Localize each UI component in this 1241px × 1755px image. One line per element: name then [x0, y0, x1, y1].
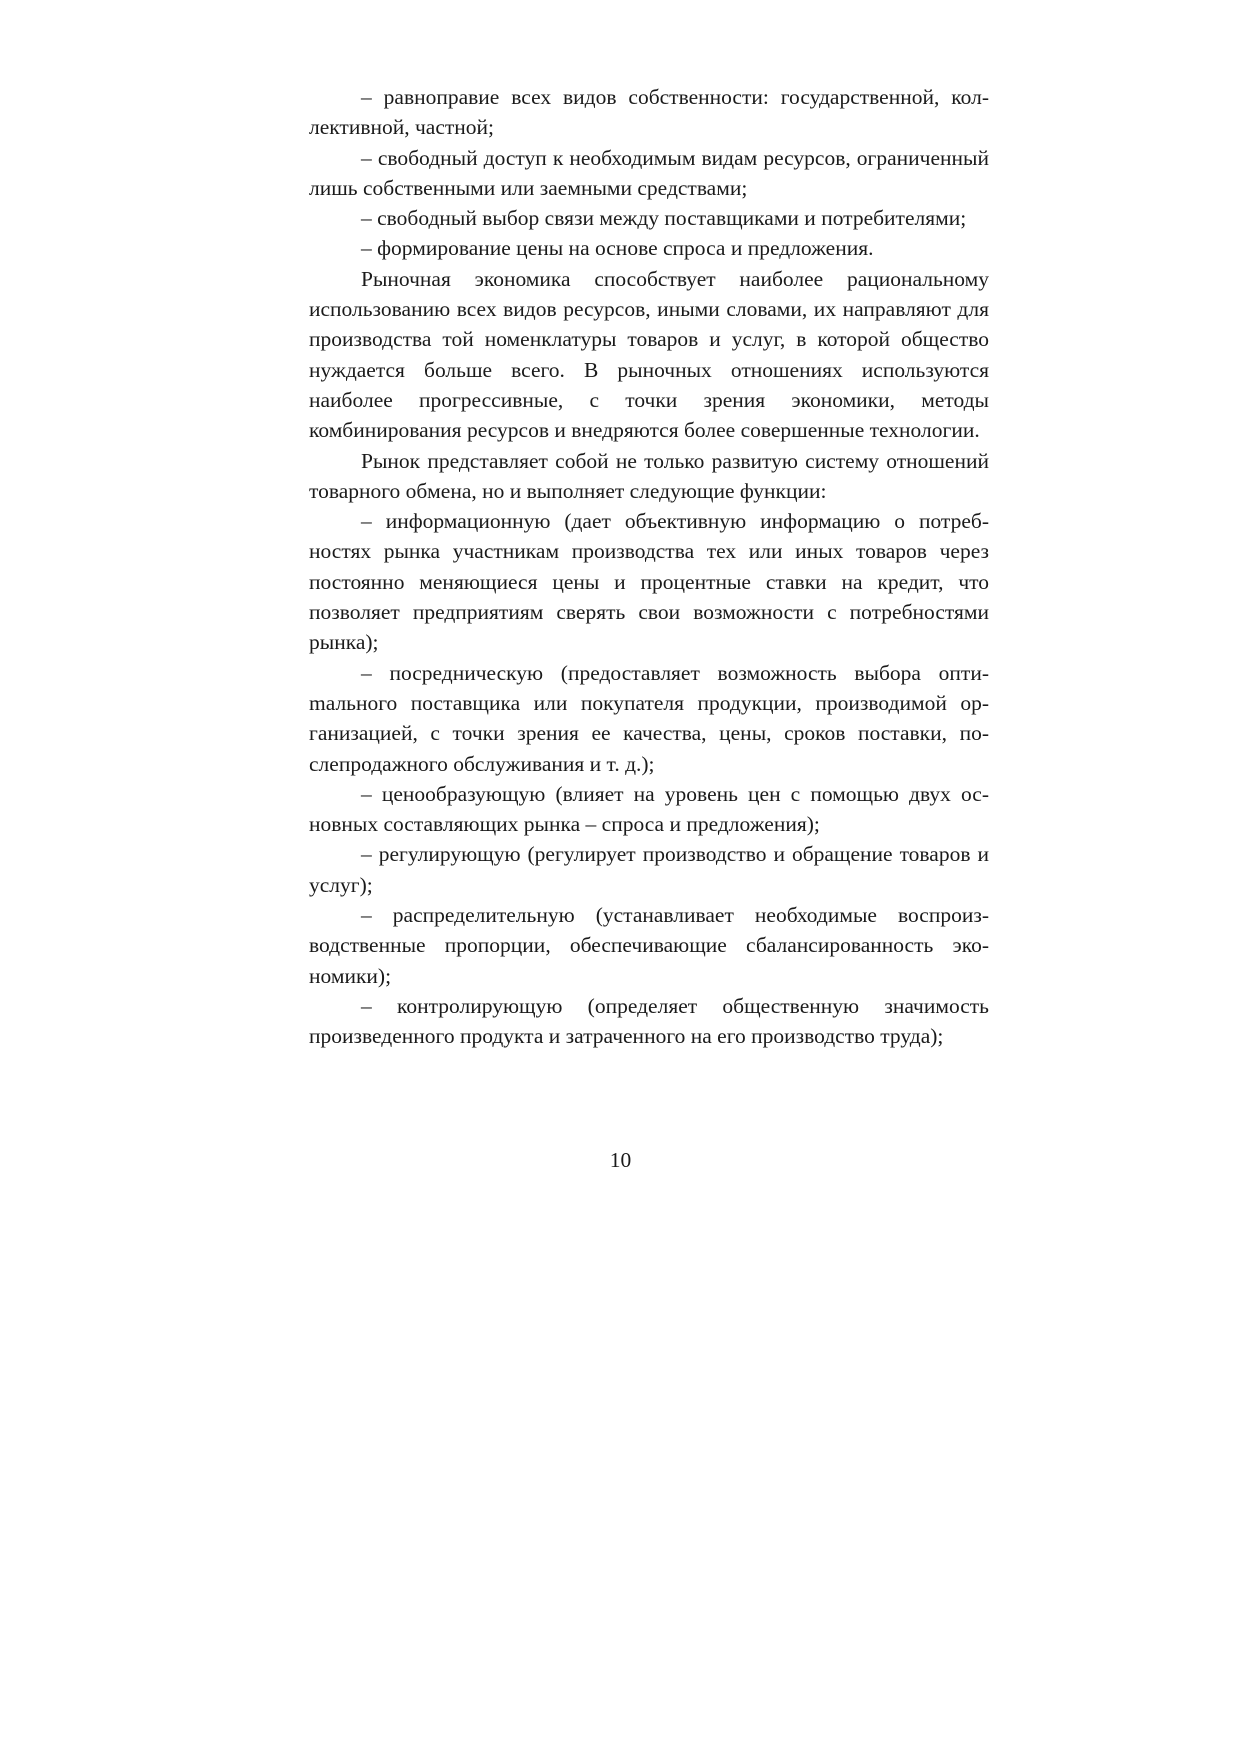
- paragraph-function-pricing: – ценообразующую (влияет на уровень цен с помощью двух основных составляющих рынка – спроса и предложения);: [309, 781, 989, 837]
- paragraph-free-supplier-choice: – свободный выбор связи между поставщиками и потребителями;: [361, 206, 967, 231]
- paragraph-market-economy: Рыночная экономика способствует наиболее рациональному использованию всех видов ресурсов, иными словами, их направляют для производства той номенклатуры товаров и услуг, в которой общество нуждается больше всего. В рыночных отношениях используются наиболее прогрессивные, с точки зрения экономики, методы комбинирования ресурсов и внедряются более совершенные технологии.: [309, 266, 989, 443]
- paragraph-price-formation: – формирование цены на основе спроса и предложения.: [361, 236, 874, 261]
- paragraph-free-resource-access: – свободный доступ к необходимым видам ресурсов, ограниченный лишь собственными или заемными средствами;: [309, 145, 989, 200]
- page-body: [309, 82, 989, 1052]
- paragraph-function-distributive: – распределительную (устанавливает необходимые воспроизводственные пропорции, обеспечивающие сбалансированность экономики);: [309, 903, 989, 988]
- paragraph-function-informational: – информационную (дает объективную информацию о потребностях рынка участникам производства тех или иных товаров через постоянно меняющиеся цены и процентные ставки на кредит, что позволяет предприятиям сверять свои возможности с потребностями рынка);: [309, 509, 989, 655]
- paragraph-function-regulating: – регулирующую (регулирует производство и обращение товаров и услуг);: [309, 842, 989, 897]
- paragraph-ownership-equality: – равноправие всех видов собственности: государственной, коллективной, частной;: [309, 85, 989, 140]
- paragraph-market-functions-intro: Рынок представляет собой не только развитую систему отношений товарного обмена, но и выполняет следующие функции:: [309, 448, 989, 503]
- paragraph-function-intermediary: – посредническую (предоставляет возможность выбора оптиmального поставщика или покупателя продукции, производимой организацией, с точки зрения ее качества, цены, сроков поставки, послепродажного обслуживания и т. д.);: [309, 660, 989, 776]
- paragraph-function-controlling: – контролирующую (определяет общественную значимость произведенного продукта и затраченного на его производство труда);: [309, 993, 989, 1049]
- page-number: 10: [609, 1148, 632, 1172]
